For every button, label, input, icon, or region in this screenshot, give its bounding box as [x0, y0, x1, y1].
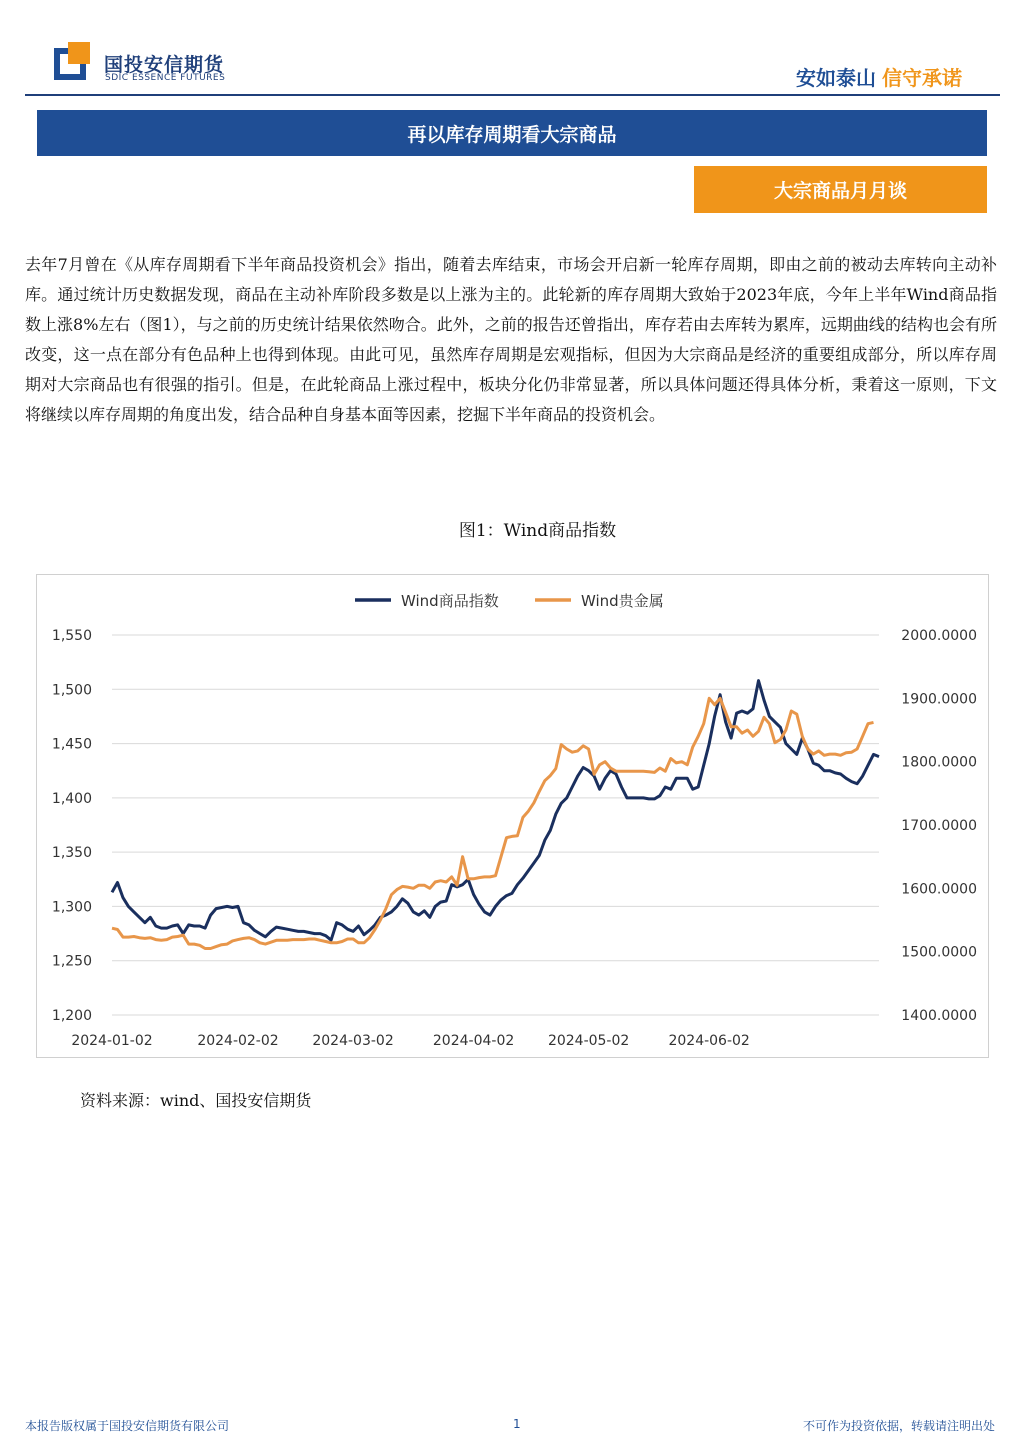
y-left-tick-label: 1,450: [51, 736, 92, 753]
company-logo: [52, 40, 242, 90]
y-left-tick-label: 1,300: [51, 899, 92, 916]
body-paragraph: 去年7月曾在《从库存周期看下半年商品投资机会》指出，随着去库结束，市场会开启新一轮库存周期，即由之前的被动去库转向主动补库。通过统计历史数据发现，商品在主动补库阶段多数是以上涨为主的。此轮新的库存周期大致始于2023年底，今年上半年Wind商品指数上涨8%左右（图1），与之前的历史统计结果依然吻合。此外，之前的报告还曾指出，库存若由去库转为累库，远期曲线的结构也会有所改变，这一点在部分有色品种上也得到体现。由此可见，虽然库存周期是宏观指标，但因为大宗商品是经济的重要组成部分，所以库存周期对大宗商品也有很强的指引。但是，在此轮商品上涨过程中，板块分化仍非常显著，所以具体问题还得具体分析，秉着这一原则，下文将继续以库存周期的角度出发，结合品种自身基本面等因素，挖掘下半年商品的投资机会。: [25, 255, 997, 424]
y-left-tick-label: 1,550: [51, 628, 92, 644]
figure-source: 资料来源：wind、国投安信期货: [80, 1091, 312, 1110]
header-slogan: [796, 62, 962, 91]
legend-label: Wind商品指数: [401, 592, 499, 610]
chart-svg: [37, 575, 988, 1057]
x-tick-label: 2024-05-02: [547, 1033, 630, 1049]
x-tick-label: 2024-01-02: [71, 1033, 153, 1049]
y-right-tick-label: 1500.0000: [901, 944, 977, 961]
section-tag: 大宗商品月月谈: [694, 166, 987, 213]
y-right-tick-label: 2000.0000: [901, 628, 977, 644]
y-left-tick-label: 1,350: [51, 845, 92, 862]
x-tick-label: 2024-06-02: [668, 1033, 750, 1049]
figure-title: 图1：Wind商品指数: [458, 521, 617, 541]
report-title: 再以库存周期看大宗商品: [37, 110, 987, 156]
logo-mark-icon: [52, 40, 96, 84]
logo-text-en: SDIC ESSENCE FUTURES: [105, 73, 226, 83]
slogan-part1: 安如泰山: [796, 66, 876, 90]
line-chart: [36, 574, 989, 1058]
x-tick-label: 2024-02-02: [197, 1033, 279, 1049]
header-divider: [25, 94, 1000, 96]
y-left-tick-label: 1,400: [51, 790, 92, 807]
y-left-tick-label: 1,250: [51, 953, 92, 970]
slogan-part2: 信守承诺: [882, 66, 962, 90]
x-tick-label: 2024-03-02: [312, 1033, 394, 1049]
y-left-tick-label: 1,200: [51, 1008, 92, 1024]
y-right-tick-label: 1600.0000: [901, 881, 977, 898]
page-number: 1: [513, 1417, 521, 1431]
logo-text-cn: 国投安信期货: [104, 54, 225, 76]
y-right-tick-label: 1800.0000: [901, 754, 977, 771]
y-right-tick-label: 1900.0000: [901, 691, 977, 708]
y-right-tick-label: 1400.0000: [901, 1008, 977, 1024]
y-right-tick-label: 1700.0000: [901, 818, 977, 834]
footer-copyright: 本报告版权属于国投安信期货有限公司: [25, 1419, 230, 1433]
footer-disclaimer: 不可作为投资依据，转载请注明出处: [802, 1419, 995, 1433]
legend-label: Wind贵金属: [581, 592, 664, 610]
x-tick-label: 2024-04-02: [432, 1033, 515, 1049]
y-left-tick-label: 1,500: [51, 682, 92, 699]
